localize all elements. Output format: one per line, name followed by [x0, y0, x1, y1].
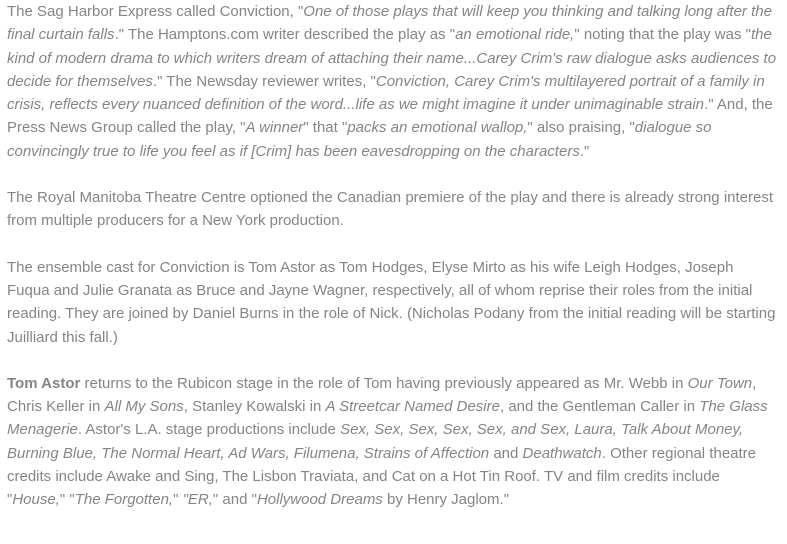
text-run: , Chris Keller in: [7, 374, 757, 416]
italic-text-run: All My Sons: [104, 398, 184, 416]
bold-text-run: Tom Astor: [7, 374, 81, 392]
text-run: . Astor's L.A. stage productions include: [77, 421, 341, 439]
italic-text-run: an emotional ride,: [455, 26, 575, 44]
text-run: .": [579, 142, 590, 160]
italic-text-run: Hollywood Dreams: [256, 491, 383, 509]
paragraph: [7, 0, 779, 163]
text-run: ." The Newsday reviewer writes, ": [152, 72, 376, 90]
text-run: and: [489, 444, 523, 462]
text-run: by Henry Jaglom.": [382, 491, 510, 509]
italic-text-run: Our Town: [687, 374, 753, 392]
text-run: , and the Gentleman Caller in: [499, 398, 700, 416]
article-body: [7, 0, 779, 512]
text-run: " that ": [303, 119, 348, 137]
text-run: " and ": [212, 491, 257, 509]
italic-text-run: the kind of modern drama to which writers dream of attaching their name...Carey Crim's raw dialogue asks audiences to decide for themselves: [7, 26, 777, 90]
italic-text-run: Deathwatch: [522, 444, 602, 462]
italic-text-run: dialogue so convincingly true to life you feel as if [Crim] has been eavesdropping on the characters: [7, 119, 712, 160]
italic-text-run: Sex, Sex, Sex, Sex, Sex, and Sex, Laura, Talk About Money, Burning Blue, The Normal Heart, Ad Wars, Filumena, Strains of Affection: [7, 421, 744, 462]
paragraph: [7, 372, 779, 512]
text-run: , Stanley Kowalski in: [183, 398, 326, 416]
text-run: ." And, the Press News Group called the play, ": [7, 96, 773, 137]
italic-text-run: A winner: [245, 119, 304, 137]
text-run: ." The Hamptons.com writer described the play as ": [114, 26, 456, 44]
text-run: " ": [59, 491, 75, 509]
italic-text-run: The Forgotten,: [74, 491, 174, 509]
text-run: " noting that the play was ": [574, 26, 751, 44]
paragraph: [7, 186, 779, 233]
text-run: ": [173, 491, 183, 509]
text-run: " also praising, ": [527, 119, 635, 137]
italic-text-run: Conviction, Carey Crim's multilayered portrait of a family in crisis, reflects every nuanced definition of the word...life as we might imagine it under unimaginable strain: [7, 72, 765, 114]
italic-text-run: packs an emotional wallop,: [347, 119, 528, 137]
italic-text-run: One of those plays that will keep you thinking and talking long after the final curtain falls: [7, 3, 772, 44]
paragraph: [7, 256, 779, 349]
italic-text-run: House,: [12, 491, 60, 509]
text-run: The ensemble cast for Conviction is Tom Astor as Tom Hodges, Elyse Mirto as his wife Leigh Hodges, Joseph Fuqua and Julie Granata as Bruce and Jayne Wagner, respectively, all of whom reprise their roles from the initial reading. They are joined by Daniel Burns in the role of Nick. (Nicholas Podany from the initial reading will be starting Juilliard this fall.): [7, 258, 776, 346]
text-run: . Other regional theatre credits include Awake and Sing, The Lisbon Traviata, and Cat on a Hot Tin Roof. TV and film credits include ": [7, 444, 757, 509]
text-run: returns to the Rubicon stage in the role of Tom having previously appeared as Mr. Webb in: [80, 374, 688, 392]
text-run: The Royal Manitoba Theatre Centre optioned the Canadian premiere of the play and there is already strong interest from multiple producers for a New York production.: [7, 189, 774, 230]
italic-text-run: "ER,: [182, 491, 213, 509]
italic-text-run: The Glass Menagerie: [7, 398, 768, 439]
text-run: The Sag Harbor Express called Conviction, ": [7, 3, 304, 20]
italic-text-run: A Streetcar Named Desire: [325, 398, 500, 416]
